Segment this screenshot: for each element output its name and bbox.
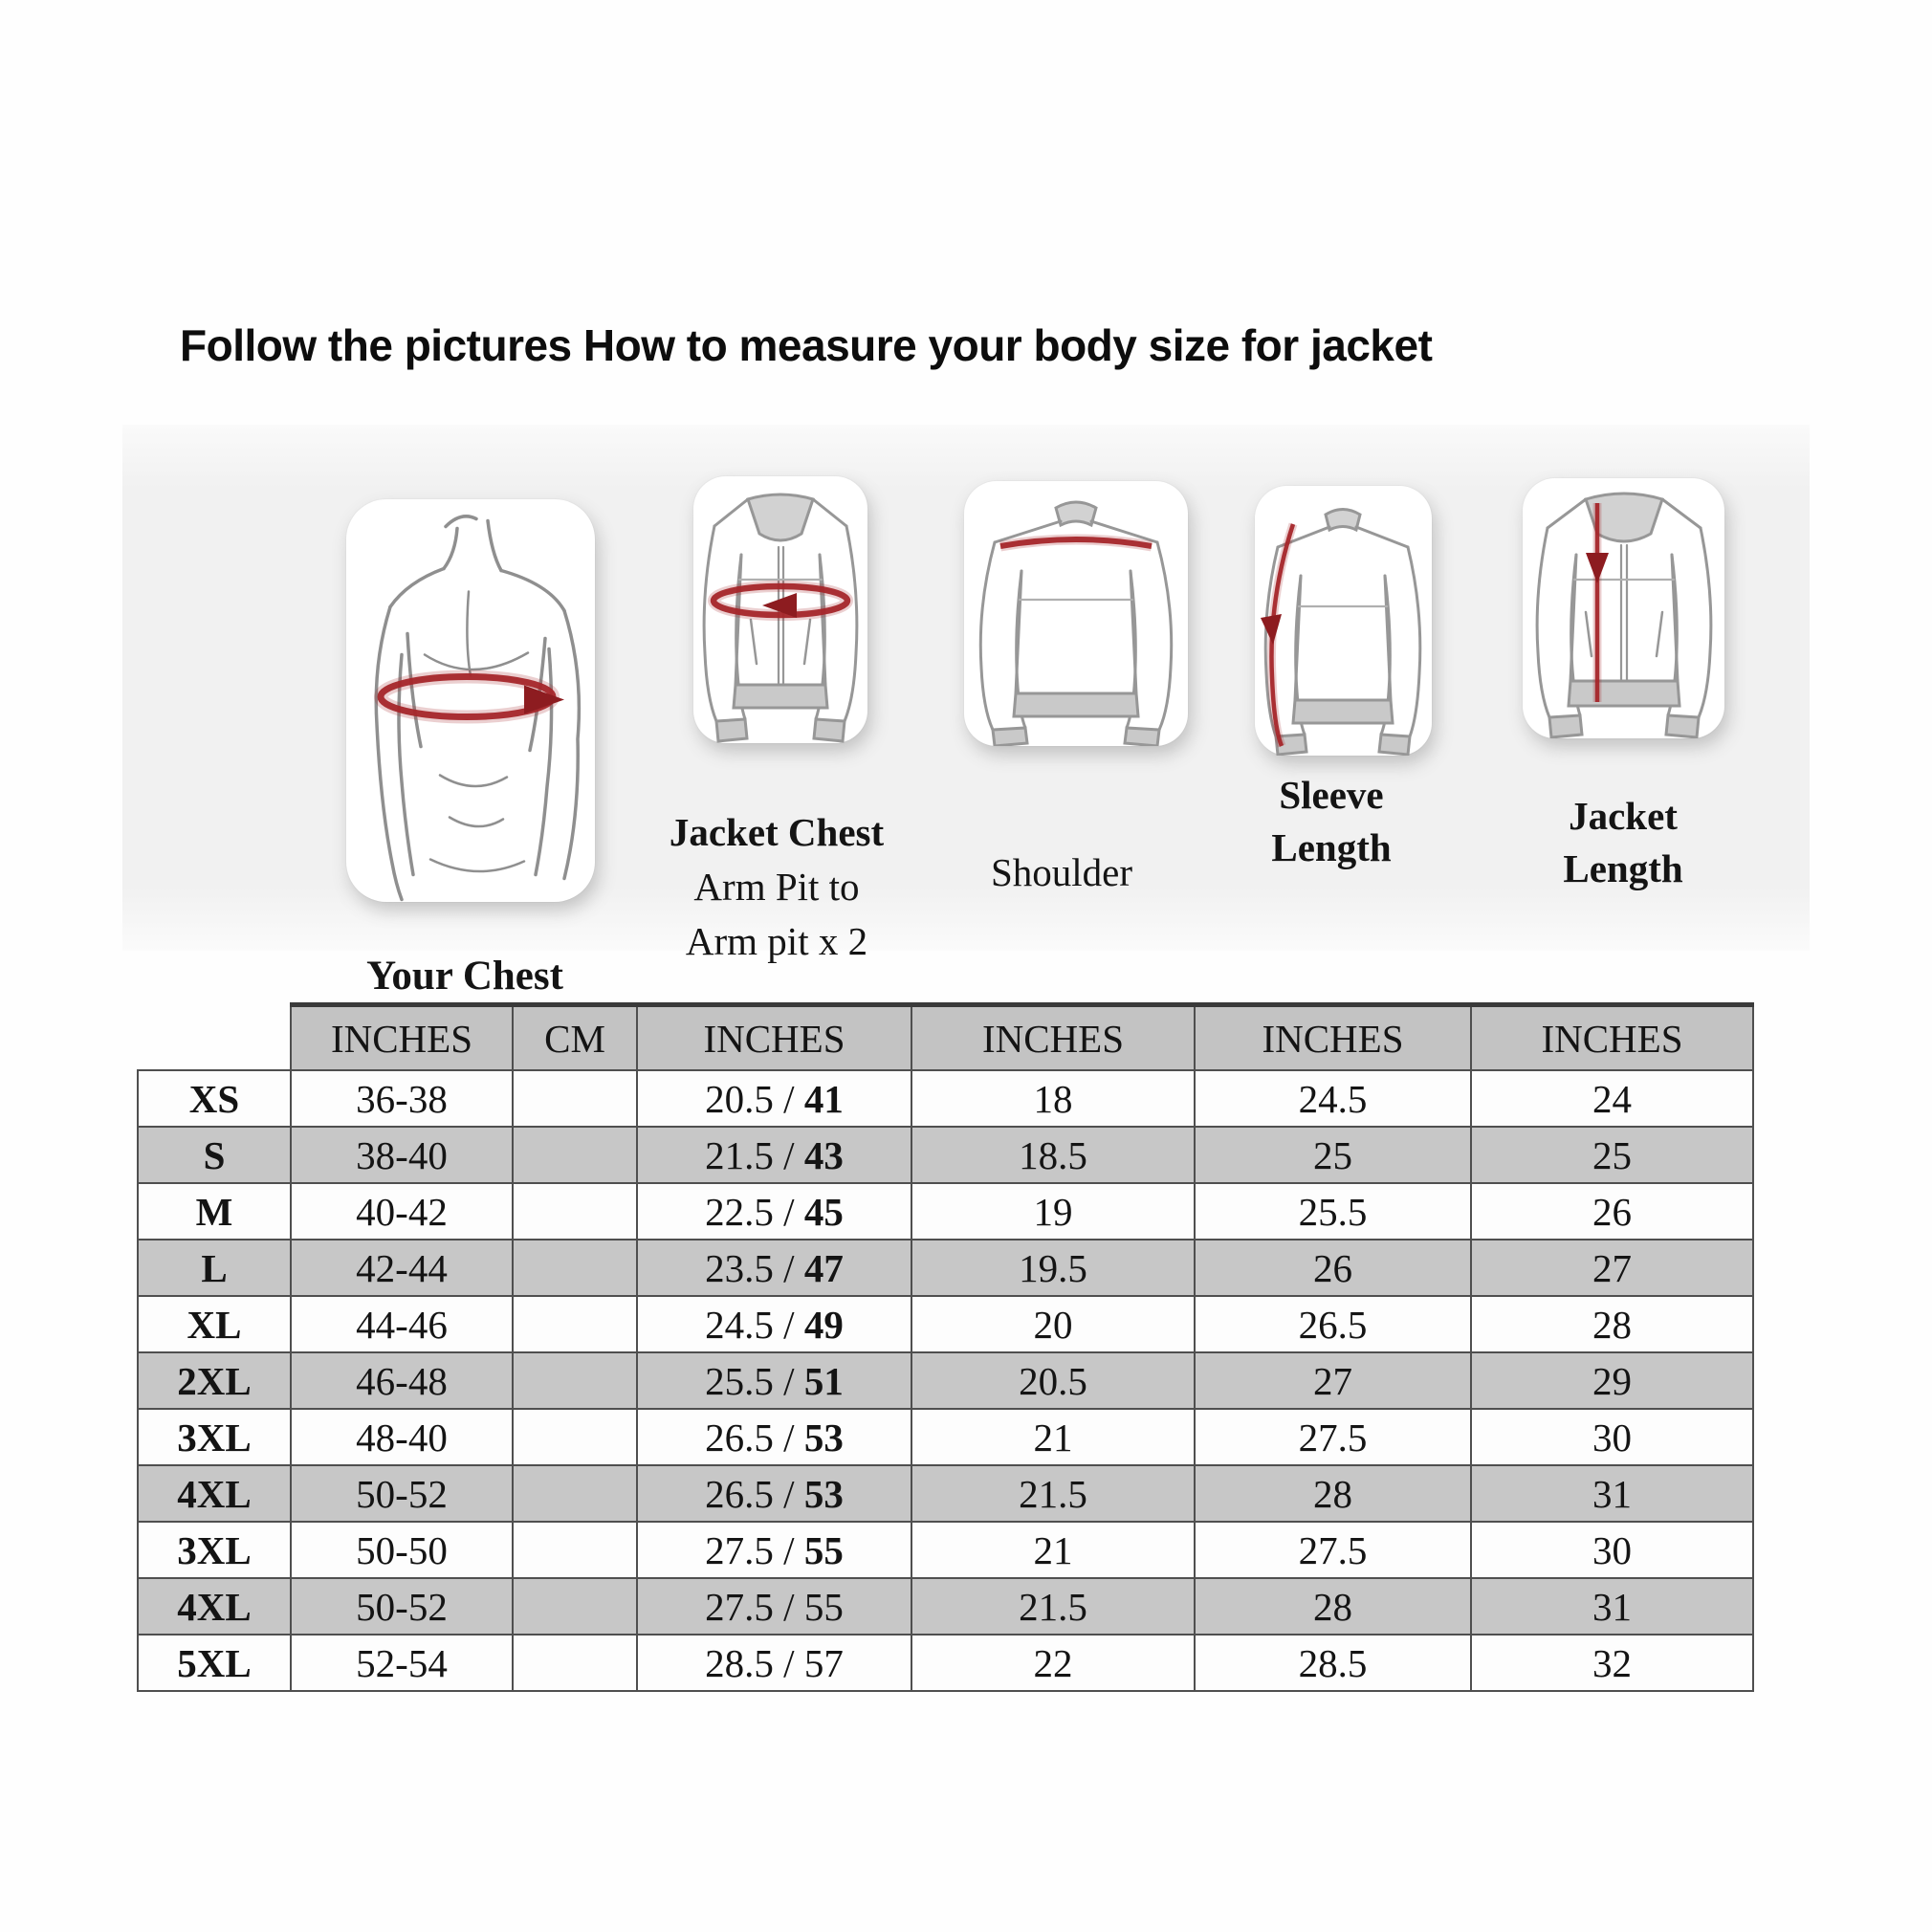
sleeve-length-cell: 27: [1195, 1352, 1471, 1409]
jacket-chest-cell: 27.5 / 55: [637, 1522, 911, 1578]
shoulder-cell: 18: [911, 1070, 1195, 1127]
shoulder-cell: 21: [911, 1522, 1195, 1578]
size-cell: M: [138, 1183, 291, 1240]
header-sleeve-inches: INCHES: [1195, 1005, 1471, 1071]
shoulder-cell: 18.5: [911, 1127, 1195, 1183]
jacket-length-cell: 31: [1471, 1465, 1753, 1522]
jacket-chest-figure: [693, 476, 867, 743]
sleeve-length-cell: 27.5: [1195, 1409, 1471, 1465]
chest-inches-cell: 52-54: [291, 1635, 513, 1691]
header-chest-cm: CM: [513, 1005, 637, 1071]
table-row: [138, 1578, 1753, 1635]
table-row: [138, 1465, 1753, 1522]
shoulder-cell: 21: [911, 1409, 1195, 1465]
jacket-chest-subcaption-1: Arm Pit to: [693, 865, 860, 909]
size-cell: XL: [138, 1296, 291, 1352]
jacket-length-cell: 25: [1471, 1127, 1753, 1183]
shoulder-cell: 19: [911, 1183, 1195, 1240]
size-cell: 2XL: [138, 1352, 291, 1409]
jacket-length-figure: [1523, 478, 1724, 738]
chest-inches-cell: 42-44: [291, 1240, 513, 1296]
chest-inches-cell: 36-38: [291, 1070, 513, 1127]
jacket-chest-subcaption-2: Arm pit x 2: [685, 919, 868, 963]
chest-cm-cell: [513, 1183, 637, 1240]
jacket-length-cell: 24: [1471, 1070, 1753, 1127]
size-cell: 4XL: [138, 1578, 291, 1635]
jacket-chest-card: [693, 476, 867, 743]
shoulder-cell: 20.5: [911, 1352, 1195, 1409]
header-shoulder-inches: INCHES: [911, 1005, 1195, 1071]
jacket-length-card: [1523, 478, 1724, 738]
shoulder-cell: 21.5: [911, 1578, 1195, 1635]
sleeve-length-caption: [1271, 769, 1391, 874]
jacket-chest-cell: 22.5 / 45: [637, 1183, 911, 1240]
chest-cm-cell: [513, 1240, 637, 1296]
size-cell: S: [138, 1127, 291, 1183]
sleeve-length-cell: 28: [1195, 1465, 1471, 1522]
shoulder-card: [964, 481, 1188, 746]
jacket-length-cell: 30: [1471, 1522, 1753, 1578]
jacket-chest-caption-title: Jacket Chest: [669, 810, 885, 854]
table-row: [138, 1127, 1753, 1183]
size-cell: 5XL: [138, 1635, 291, 1691]
sleeve-length-cell: 25.5: [1195, 1183, 1471, 1240]
chest-inches-cell: 38-40: [291, 1127, 513, 1183]
sleeve-length-card: [1255, 486, 1432, 756]
sleeve-length-cell: 28.5: [1195, 1635, 1471, 1691]
chest-cm-cell: [513, 1578, 637, 1635]
size-table-body: [138, 1070, 1753, 1691]
size-table: [137, 1002, 1754, 1692]
chest-cm-cell: [513, 1522, 637, 1578]
jacket-length-cell: 26: [1471, 1183, 1753, 1240]
chest-cm-cell: [513, 1352, 637, 1409]
size-cell: 3XL: [138, 1522, 291, 1578]
jacket-length-cell: 28: [1471, 1296, 1753, 1352]
torso-card: [346, 499, 595, 902]
header-length-inches: INCHES: [1471, 1005, 1753, 1071]
shoulder-figure: [964, 481, 1188, 746]
header-jacket-chest-inches: INCHES: [637, 1005, 911, 1071]
sleeve-length-caption-line2: Length: [1271, 825, 1392, 869]
sleeve-length-cell: 25: [1195, 1127, 1471, 1183]
table-row: [138, 1070, 1753, 1127]
chest-cm-cell: [513, 1070, 637, 1127]
shoulder-cell: 20: [911, 1296, 1195, 1352]
chest-cm-cell: [513, 1409, 637, 1465]
shoulder-caption: Shoulder: [990, 850, 1133, 894]
header-chest-inches: INCHES: [291, 1005, 513, 1071]
jacket-length-caption-line1: Jacket: [1569, 794, 1678, 838]
chest-inches-cell: 44-46: [291, 1296, 513, 1352]
chest-inches-cell: 40-42: [291, 1183, 513, 1240]
jacket-chest-cell: 25.5 / 51: [637, 1352, 911, 1409]
sleeve-length-caption-line1: Sleeve: [1279, 773, 1384, 817]
table-row: [138, 1352, 1753, 1409]
chest-inches-cell: 48-40: [291, 1409, 513, 1465]
jacket-chest-cell: 26.5 / 53: [637, 1465, 911, 1522]
table-row: [138, 1409, 1753, 1465]
jacket-chest-cell: 26.5 / 53: [637, 1409, 911, 1465]
size-cell: 4XL: [138, 1465, 291, 1522]
jacket-length-caption: [1563, 790, 1682, 895]
size-cell: 3XL: [138, 1409, 291, 1465]
jacket-length-cell: 30: [1471, 1409, 1753, 1465]
table-row: [138, 1240, 1753, 1296]
table-row: [138, 1183, 1753, 1240]
jacket-chest-cell: 21.5 / 43: [637, 1127, 911, 1183]
sleeve-length-cell: 28: [1195, 1578, 1471, 1635]
chest-inches-cell: 50-52: [291, 1465, 513, 1522]
jacket-chest-cell: 24.5 / 49: [637, 1296, 911, 1352]
chest-cm-cell: [513, 1127, 637, 1183]
sleeve-length-cell: 27.5: [1195, 1522, 1471, 1578]
table-header-row: [138, 1005, 1753, 1071]
chest-cm-cell: [513, 1296, 637, 1352]
table-row: [138, 1296, 1753, 1352]
table-row: [138, 1522, 1753, 1578]
sleeve-length-cell: 26: [1195, 1240, 1471, 1296]
shoulder-cell: 22: [911, 1635, 1195, 1691]
size-cell: XS: [138, 1070, 291, 1127]
jacket-length-caption-line2: Length: [1563, 846, 1683, 890]
sleeve-length-cell: 24.5: [1195, 1070, 1471, 1127]
shoulder-cell: 19.5: [911, 1240, 1195, 1296]
your-chest-label: Your Chest: [366, 954, 563, 999]
page-title: Follow the pictures How to measure your body size for jacket: [180, 320, 1433, 370]
sleeve-length-figure: [1255, 486, 1432, 756]
jacket-chest-cell: 28.5 / 57: [637, 1635, 911, 1691]
jacket-chest-cell: 23.5 / 47: [637, 1240, 911, 1296]
jacket-chest-caption: [670, 805, 884, 969]
jacket-chest-cell: 20.5 / 41: [637, 1070, 911, 1127]
table-row: [138, 1635, 1753, 1691]
sleeve-length-cell: 26.5: [1195, 1296, 1471, 1352]
torso-figure: [346, 499, 595, 902]
jacket-length-cell: 32: [1471, 1635, 1753, 1691]
chest-cm-cell: [513, 1465, 637, 1522]
chest-inches-cell: 50-50: [291, 1522, 513, 1578]
size-cell: L: [138, 1240, 291, 1296]
jacket-length-cell: 27: [1471, 1240, 1753, 1296]
jacket-chest-cell: 27.5 / 55: [637, 1578, 911, 1635]
chest-inches-cell: 50-52: [291, 1578, 513, 1635]
chest-cm-cell: [513, 1635, 637, 1691]
jacket-length-cell: 31: [1471, 1578, 1753, 1635]
chest-inches-cell: 46-48: [291, 1352, 513, 1409]
corner-header-cell: [138, 1005, 291, 1071]
shoulder-cell: 21.5: [911, 1465, 1195, 1522]
jacket-length-cell: 29: [1471, 1352, 1753, 1409]
